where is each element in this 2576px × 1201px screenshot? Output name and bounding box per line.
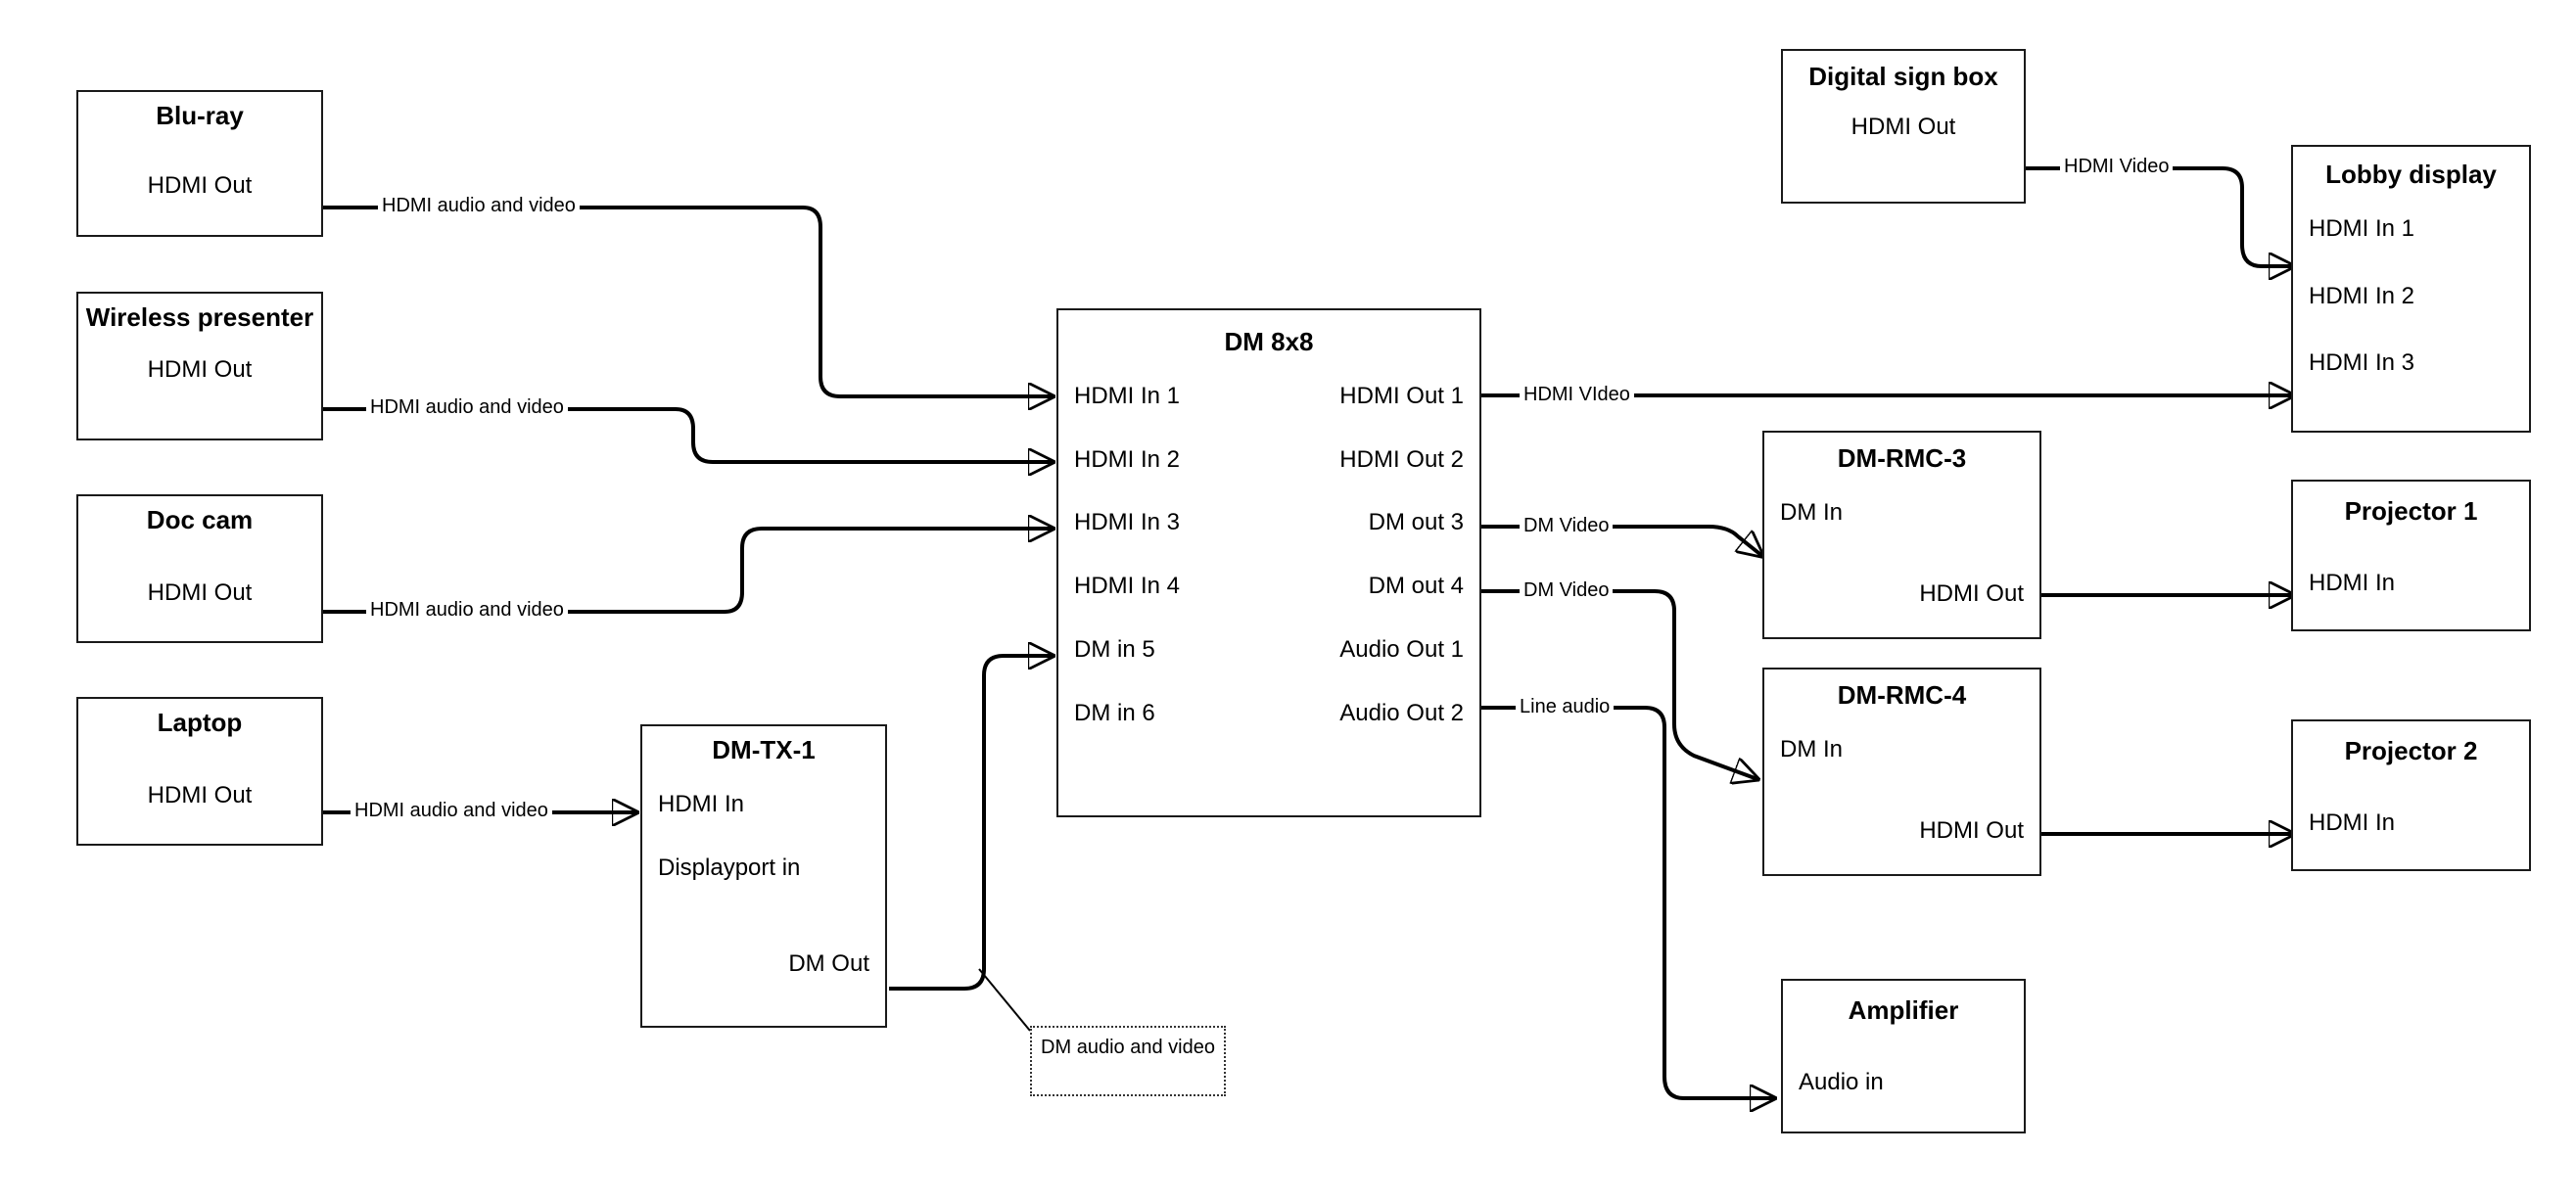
node-dm-8x8-port-hdmi-in-4: HDMI In 4 — [1074, 573, 1181, 600]
node-amplifier[interactable] — [1781, 979, 2026, 1133]
edge-label-wireless-to-dm: HDMI audio and video — [366, 394, 568, 420]
node-projector-2[interactable] — [2291, 719, 2531, 871]
node-projector-2-title: Projector 2 — [2344, 736, 2478, 765]
node-dm-8x8-port-dm-in-6: DM in 6 — [1074, 699, 1155, 726]
node-lobby-display-port-hdmi-in-2: HDMI In 2 — [2309, 282, 2415, 309]
node-dm-8x8-port-dm-out-4: DM out 4 — [1368, 573, 1464, 600]
node-dm-rmc-3-port-dm-in: DM In — [1780, 498, 1844, 526]
node-bluray[interactable] — [76, 90, 323, 237]
edge-label-dm-to-lobby: HDMI VIdeo — [1520, 382, 1634, 407]
node-dm-8x8-port-hdmi-out-1: HDMI Out 1 — [1339, 382, 1464, 409]
node-dm-8x8-port-hdmi-in-2: HDMI In 2 — [1074, 445, 1181, 473]
node-lobby-display-title: Lobby display — [2325, 160, 2497, 189]
node-projector-1-title: Projector 1 — [2344, 496, 2478, 526]
edge-label-dm-to-rmc3: DM Video — [1520, 513, 1613, 538]
node-wireless-presenter[interactable] — [76, 292, 323, 440]
node-amplifier-port-audio-in: Audio in — [1799, 1068, 1884, 1095]
node-doc-cam-port-hdmi-out: HDMI Out — [147, 578, 253, 606]
edge-label-bluray-to-dm: HDMI audio and video — [378, 193, 580, 218]
node-dm-rmc-4[interactable] — [1762, 668, 2041, 876]
node-dm-8x8-port-hdmi-in-1: HDMI In 1 — [1074, 382, 1181, 409]
edge-label-doccam-to-dm: HDMI audio and video — [366, 597, 568, 623]
node-amplifier-title: Amplifier — [1848, 995, 1959, 1025]
node-dm-rmc-3-title: DM-RMC-3 — [1837, 443, 1967, 473]
node-dm-tx-1-port-displayport-in: Displayport in — [658, 854, 801, 881]
edge-label-dm-to-rmc4: DM Video — [1520, 577, 1613, 603]
node-dm-tx-1-title: DM-TX-1 — [712, 735, 816, 764]
node-projector-1[interactable] — [2291, 480, 2531, 631]
node-dm-8x8-port-dm-out-3: DM out 3 — [1368, 509, 1464, 536]
node-dm-tx-1-port-hdmi-in: HDMI In — [658, 790, 745, 817]
node-dm-rmc-3-port-hdmi-out: HDMI Out — [1919, 579, 2024, 607]
node-dm-rmc-4-port-dm-in: DM In — [1780, 735, 1844, 762]
node-laptop[interactable] — [76, 697, 323, 846]
edge-label-laptop-to-tx: HDMI audio and video — [351, 798, 552, 823]
node-digital-sign-box[interactable] — [1781, 49, 2026, 204]
node-dm-tx-1-port-dm-out: DM Out — [788, 950, 869, 978]
node-dm-tx-1[interactable] — [640, 724, 887, 1028]
node-dm-rmc-4-port-hdmi-out: HDMI Out — [1919, 816, 2024, 844]
node-dm-8x8-port-audio-out-1: Audio Out 1 — [1339, 636, 1464, 664]
node-dm-rmc-3[interactable] — [1762, 431, 2041, 639]
node-dm-8x8-port-dm-in-5: DM in 5 — [1074, 636, 1155, 664]
node-digital-sign-box-port-hdmi-out: HDMI Out — [1850, 113, 1956, 140]
node-dm-8x8-port-hdmi-out-2: HDMI Out 2 — [1339, 445, 1464, 473]
node-dm-8x8-port-hdmi-in-3: HDMI In 3 — [1074, 509, 1181, 536]
node-wireless-presenter-port-hdmi-out: HDMI Out — [147, 355, 253, 383]
node-digital-sign-box-title: Digital sign box — [1808, 62, 1998, 91]
node-laptop-port-hdmi-out: HDMI Out — [147, 781, 253, 808]
node-projector-2-port-hdmi-in: HDMI In — [2309, 808, 2396, 836]
node-dm-8x8[interactable] — [1056, 308, 1481, 817]
note-dm-audio-and-video: DM audio and video — [1030, 1026, 1226, 1096]
node-projector-1-port-hdmi-in: HDMI In — [2309, 569, 2396, 596]
node-lobby-display[interactable] — [2291, 145, 2531, 433]
node-bluray-title: Blu-ray — [156, 101, 244, 130]
node-dm-8x8-port-audio-out-2: Audio Out 2 — [1339, 699, 1464, 726]
node-lobby-display-port-hdmi-in-3: HDMI In 3 — [2309, 349, 2415, 377]
node-doc-cam[interactable] — [76, 494, 323, 643]
edge-label-dm-to-amp: Line audio — [1516, 694, 1614, 719]
node-doc-cam-title: Doc cam — [146, 505, 254, 534]
node-dm-8x8-title: DM 8x8 — [1224, 327, 1314, 356]
node-wireless-presenter-title: Wireless presenter — [85, 302, 314, 332]
node-lobby-display-port-hdmi-in-1: HDMI In 1 — [2309, 214, 2415, 242]
node-laptop-title: Laptop — [157, 708, 243, 737]
edge-label-signbox-to-lobby: HDMI Video — [2060, 154, 2173, 179]
node-bluray-port-hdmi-out: HDMI Out — [147, 171, 253, 199]
node-dm-rmc-4-title: DM-RMC-4 — [1837, 680, 1967, 710]
